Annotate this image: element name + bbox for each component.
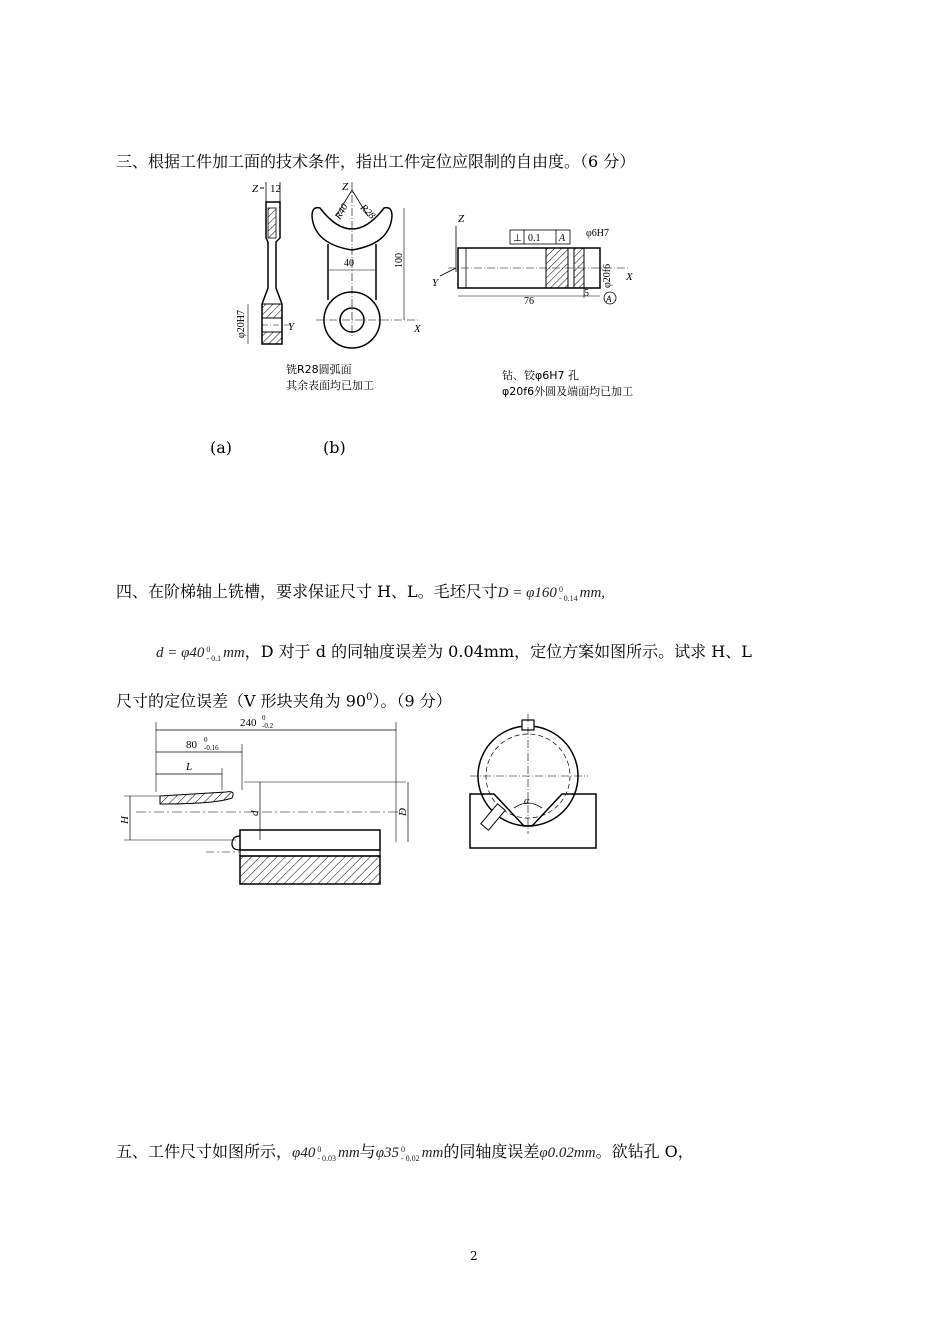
q4-d-tol-lower: - 0.1 [206,653,222,663]
q5-f2-tol [401,1145,420,1163]
q5-f1-tol [317,1145,336,1163]
fig-a-dim-12: 12 [270,183,281,195]
q4-L-label: L [186,761,193,773]
fig-a-bore-label: φ20H7 [236,310,247,338]
fig-c-dim-5: 5 [584,288,589,299]
q5-f2-upper: 0 [401,1144,405,1154]
q5-end: 。欲钻孔 O， [595,1142,694,1161]
note-right-line2: φ20f6外圆及端面均已加工 [502,385,634,398]
q4-d-label: d [249,810,261,816]
q5-mid: 与 [359,1142,376,1161]
q4-D-formula-text: D = φ160 [497,585,557,601]
fig-label-b: (b) [323,438,346,457]
q4-D-tol [559,585,578,603]
q4-text-prefix: 四、在阶梯轴上铣槽，要求保证尺寸 H、L。毛坯尺寸 [116,582,498,601]
fig-c-y-label: Y [432,277,439,289]
q4-H-label: H [119,816,131,824]
fig-b-dim-40: 40 [344,258,354,269]
q5-text-prefix: 五、工件尺寸如图所示， [116,1142,293,1161]
fig-b-z-label: Z [342,181,349,193]
fig-b-dim-100: 100 [394,253,405,268]
note-left-line2: 其余表面均已加工 [286,379,374,392]
q4-D-label: D [397,808,409,816]
fig-c-z-label: Z [458,213,465,225]
q4-D-formula [498,585,605,601]
q4-dim-240: 240 [240,717,257,729]
fig-b-r40: R40 [333,202,351,222]
q4-d-tol-upper: 0 [206,644,211,654]
q5-f1-text: φ40 [292,1145,316,1161]
q4-line3 [116,688,452,711]
fig-c-tol-datum: A [559,233,566,244]
q4-line3-sup: 0 [366,692,373,703]
q5-f1-upper: 0 [317,1144,322,1154]
q4-line2 [156,642,752,663]
fig-c-x-label: X [626,271,633,283]
page-number: 2 [470,1249,478,1263]
figure-b [306,178,434,338]
q4-d-formula [156,645,245,661]
figure-a [222,178,294,348]
q5-line [116,1142,694,1163]
q4-D-tol-lower: - 0.14 [558,593,578,603]
note-right [502,368,633,400]
q4-dim-80: 80 [186,739,197,751]
q4-line3-end: ）。（9 分） [372,691,452,711]
fig-c-tol-value: 0.1 [528,233,541,244]
q4-dim-80-up: 0 [204,736,208,744]
q5-f2-unit: mm [421,1145,444,1161]
q4-figure-shaft [116,712,409,892]
q4-D-unit: mm, [579,585,606,601]
fig-c-dim-76: 76 [524,296,534,307]
note-left-line1: 铣R28圆弧面 [286,363,352,376]
q5-f1 [292,1145,360,1161]
fig-b-r28: R28 [357,202,378,222]
fig-c-shaft-label: φ20f6 [602,263,613,288]
note-left [286,362,374,394]
q5-f2-text: φ35 [375,1145,399,1161]
q3-text: 三、根据工件加工面的技术条件，指出工件定位应限制的自由度。（6 分） [116,152,636,171]
q4-d-formula-text: d = φ40 [156,645,205,661]
q4-dim-240-low: -0.2 [262,722,274,730]
q4-figure-vblock [466,714,602,854]
fig-c-datum-label: A [606,294,612,304]
q4-dim-80-low: -0.16 [204,744,219,752]
q4-D-tol-upper: 0 [558,584,563,594]
q4-line1 [116,582,605,603]
q4-line2-text: ，D 对于 d 的同轴度误差为 0.04mm，定位方案如图所示。试求 H、L [244,642,752,661]
q5-f1-lower: - 0.03 [317,1153,336,1163]
fig-a-z-label: Z [252,183,259,195]
q5-f2 [376,1145,444,1161]
fig-c-tol-symbol: ⊥ [513,233,522,244]
q4-dim-240-up: 0 [262,714,266,722]
figure-c [428,212,650,312]
fig-c-hole-label: φ6H7 [586,228,609,239]
q5-mid2: 的同轴度误差 [443,1142,540,1161]
fig-a-y-label: Y [288,321,295,333]
q4-line3-text: 尺寸的定位误差（V 形块夹角为 90 [116,691,367,711]
note-right-line1: 钻、铰φ6H7 孔 [502,369,580,382]
fig-b-x-label: X [414,323,421,335]
q5-f1-unit: mm [338,1145,360,1161]
q4-d-tol [206,645,221,663]
q4-d-unit: mm [223,645,245,661]
q5-f3: φ0.02mm [539,1145,596,1161]
q5-f2-lower: - 0.02 [401,1153,420,1163]
q4-alpha-label: α [524,796,530,807]
fig-label-a: (a) [210,438,233,457]
